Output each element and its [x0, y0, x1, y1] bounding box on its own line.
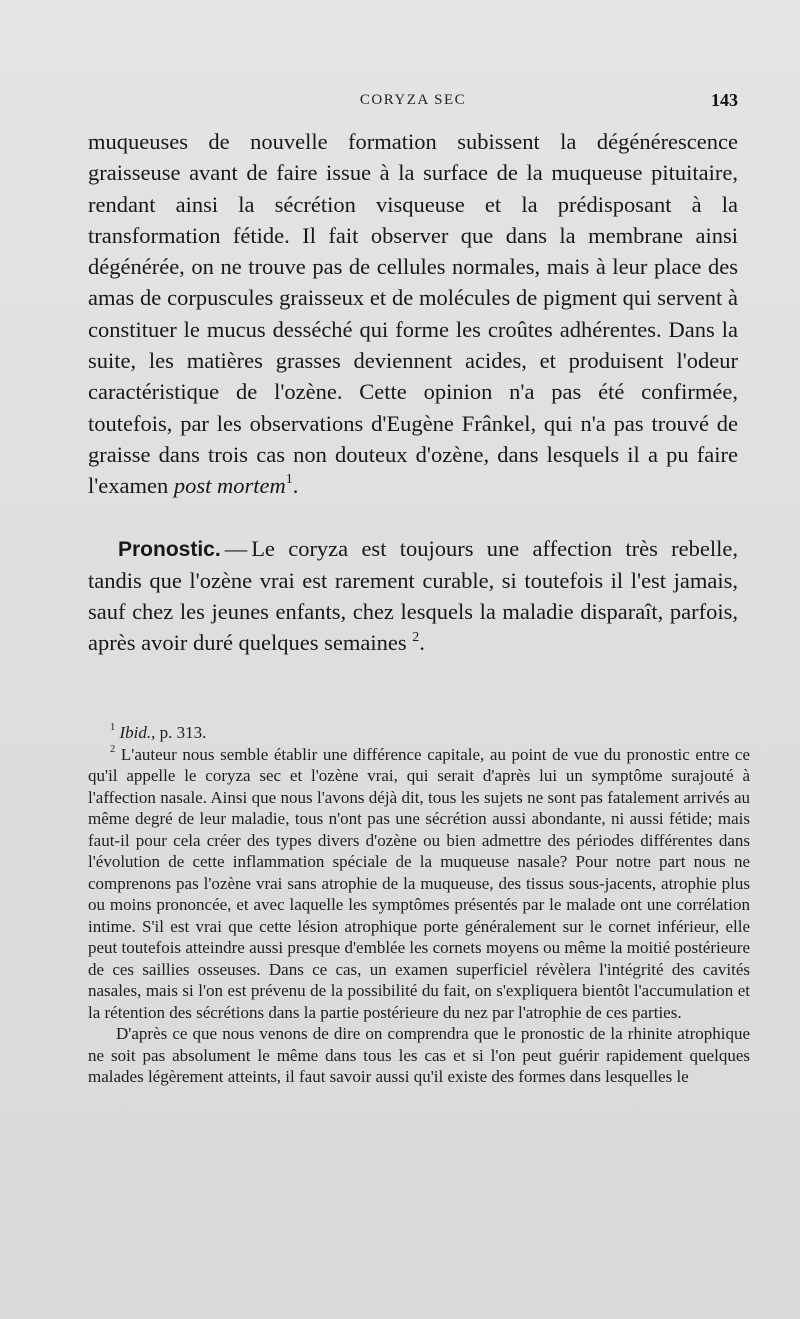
sentence-end: . — [419, 630, 425, 656]
main-text — [88, 126, 738, 659]
running-title: CORYZA SEC — [359, 92, 467, 108]
footnote-ref-2: 2 — [412, 629, 420, 645]
footnote-marker: 2 — [110, 743, 116, 755]
page-header — [88, 92, 738, 116]
em-dash: — — [224, 535, 248, 561]
footnote-text: L'auteur nous semble établir une différence capitale, au point de vue du pronostic entre ce qu'il appelle le coryza sec et l'ozène vrai, qui serait d'après lui un symptôme surajouté à l'affection nasale. Ainsi que nous l'avons déjà dit, tous les sujets ne sont pas fatalement arrivés au même degré de leur maladie, tous n'ont pas une sécrétion aussi abondante, ni aussi fétide; mais faut-il pour cela créer des types divers d'ozène ou bien admettre des périodes différentes dans l'évolution de cette inflammation spéciale de la muqueuse nasale? Pour notre part nous ne comprenons pas l'ozène vrai sans atrophie de la muqueuse, des tissus sous-jacents, atrophie plus ou moins prononcée, et avec laquelle les symptômes présentés par le malade ont une corrélation intime. S'il est vrai que cette lésion atrophique porte généralement sur le cornet inférieur, elle peut toutefois atteindre aussi presque d'emblée les cornets moyens ou même la moitié postérieure de ces saillies osseuses. Dans ce cas, un examen superficiel révèlera l'intégrité des cavités nasales, mais si l'on est prévenu de la possibilité du fait, on s'expliquera bientôt l'accumulation et la rétention des sécrétions dans la partie postérieure du nez par l'atrophie de ces parties. — [88, 744, 751, 1022]
footnote-1 — [88, 722, 750, 744]
body-paragraph-continued — [88, 126, 738, 502]
footnotes — [88, 722, 750, 1088]
footnote-italic: Ibid. — [119, 723, 152, 742]
italic-phrase: post mortem — [173, 473, 286, 499]
footnote-text: , p. 313. — [151, 723, 207, 742]
footnote-marker: 1 — [110, 722, 116, 734]
section-heading: Pronostic. — [118, 537, 221, 561]
footnote-2 — [88, 744, 750, 1024]
page-number: 143 — [711, 90, 738, 110]
footnote-2-continuation: D'après ce que nous venons de dire on comprendra que le pronostic de la rhinite atrophique ne soit pas absolument le même dans tous les cas et si l'on peut guérir rapidement quelques malades légèrement atteints, il faut savoir aussi qu'il existe des formes dans lesquelles le — [88, 1024, 750, 1086]
sentence-end: . — [292, 473, 299, 499]
paragraph-text: Le coryza est toujours une affection très rebelle, tandis que l'ozène vrai est rarement curable, si toutefois il l'est jamais, sauf chez les jeunes enfants, chez lesquels la maladie disparaît, parfois, après avoir duré quelques semaines — [88, 535, 738, 656]
pronostic-paragraph — [88, 533, 738, 659]
footnote-ref-1: 1 — [285, 472, 293, 488]
paragraph-text: muqueuses de nouvelle formation subissent la dégénérescence graisseuse avant de faire issue à la surface de la muqueuse pituitaire, rendant ainsi la sécrétion visqueuse et la prédisposant à la transformation fétide. Il fait observer que dans la membrane ainsi dégénérée, on ne trouve pas de cellules normales, mais à leur place des amas de corpuscules graisseux et de molécules de pigment qui servent à constituer le mucus desséché qui forme les croûtes adhérentes. Dans la suite, les matières grasses deviennent acides, et produisent l'odeur caractéristique de l'ozène. Cette opinion n'a pas été confirmée, toutefois, par les observations d'Eugène Frânkel, qui n'a pas trouvé de graisse dans trois cas non douteux d'ozène, dans lesquels il a pu faire l'examen — [88, 129, 738, 499]
